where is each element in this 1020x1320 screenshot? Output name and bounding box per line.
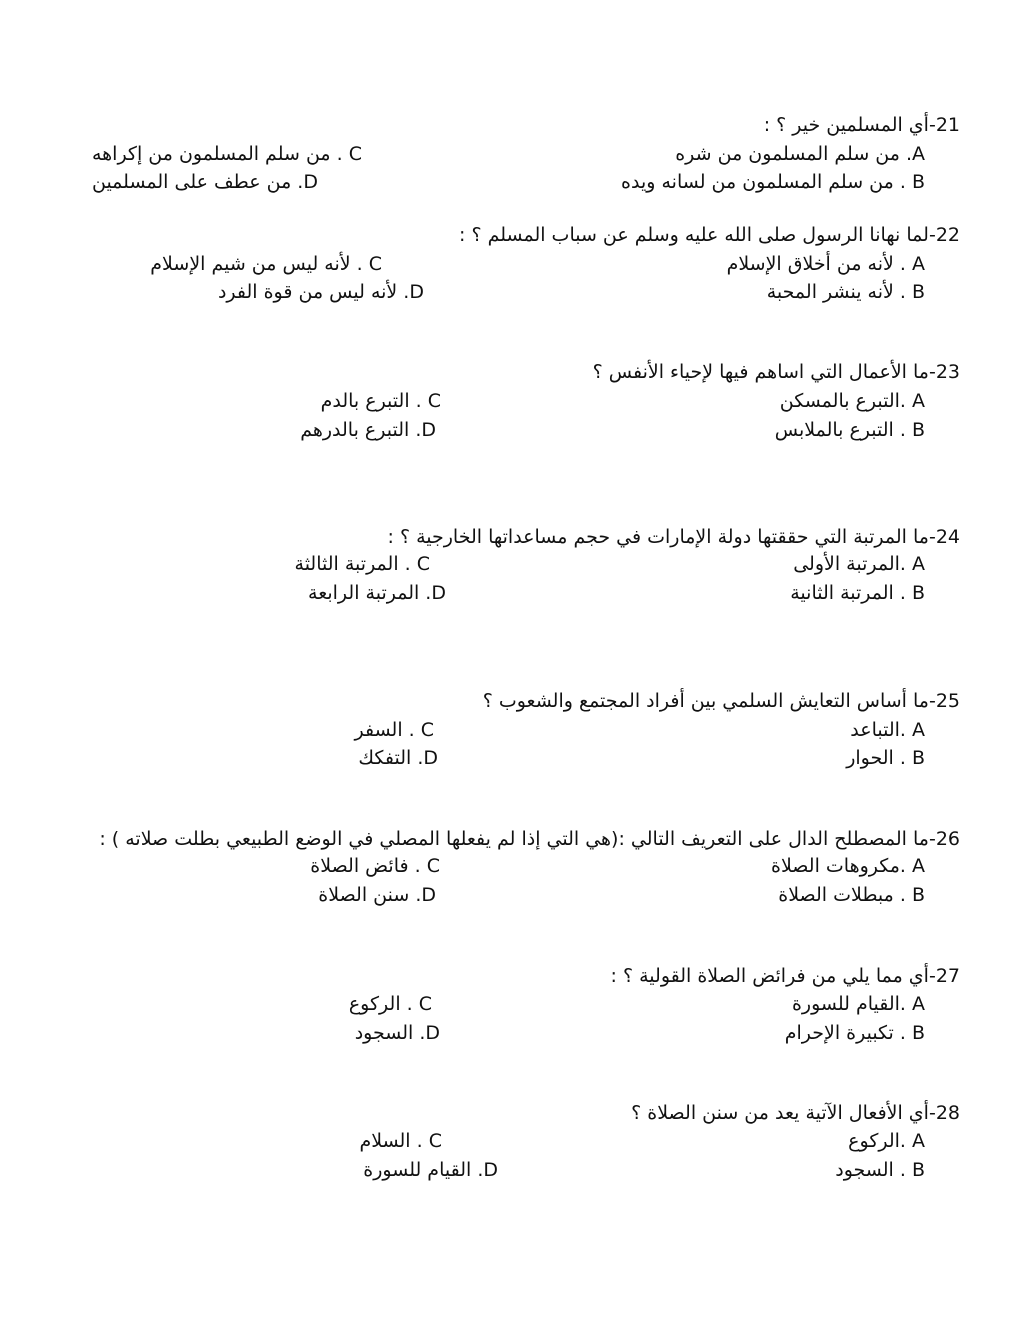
- question-21-option-c: C . من سلم المسلمون من إكراهه: [91, 143, 362, 165]
- question-26-option-c: C . فائض الصلاة: [310, 855, 440, 877]
- question-25-option-c: C . السفر: [354, 719, 434, 741]
- question-21-stem: 21-أي المسلمين خير ؟ :: [763, 114, 960, 136]
- question-26-option-d: D. سنن الصلاة: [318, 884, 436, 906]
- question-27-option-a: A .القيام للسورة: [791, 993, 925, 1015]
- question-22-option-b: B . لأنه ينشر المحبة: [766, 281, 925, 303]
- question-28-option-c: C . السلام: [359, 1130, 442, 1152]
- question-26-option-a: A .مكروهات الصلاة: [771, 855, 925, 877]
- question-25-option-a: A .التباعد: [850, 719, 925, 741]
- question-22-option-d: D. لأنه ليس من قوة الفرد: [217, 281, 424, 303]
- question-28-option-b: B . السجود: [835, 1159, 925, 1181]
- question-22-option-a: A . لأنه من أخلاق الإسلام: [726, 253, 925, 275]
- question-27-option-c: C . الركوع: [348, 993, 432, 1015]
- question-28-option-d: D. القيام للسورة: [363, 1159, 498, 1181]
- question-26-option-b: B . مبطلات الصلاة: [778, 884, 925, 906]
- question-23-option-a: A .التبرع بالمسكن: [779, 390, 925, 412]
- question-23-option-c: C . التبرع بالدم: [320, 390, 441, 412]
- question-24-option-c: C . المرتبة الثالثة: [294, 553, 430, 575]
- question-28-option-a: A .الركوع: [848, 1130, 925, 1152]
- question-23-stem: 23-ما الأعمال التي اساهم فيها لإحياء الأنفس ؟: [592, 361, 960, 383]
- question-27-option-b: B . تكبيرة الإحرام: [784, 1022, 925, 1044]
- question-23-option-d: D. التبرع بالدرهم: [300, 419, 436, 441]
- question-21-option-b: B . من سلم المسلمون من لسانه ويده: [621, 171, 925, 193]
- question-27-stem: 27-أي مما يلي من فرائض الصلاة القولية ؟ :: [610, 965, 960, 987]
- question-24-stem: 24-ما المرتبة التي حققتها دولة الإمارات في حجم مساعداتها الخارجية ؟ :: [387, 526, 960, 548]
- question-25-option-b: B . الحوار: [846, 747, 925, 769]
- question-23-option-b: B . التبرع بالملابس: [774, 419, 925, 441]
- question-28-stem: 28-أي الأفعال الآتية يعد من سنن الصلاة ؟: [631, 1102, 960, 1124]
- question-21-option-a: A. من سلم المسلمون من شره: [675, 143, 925, 165]
- question-21-option-d: D. من عطف على المسلمين: [91, 171, 318, 193]
- question-25-option-d: D. التفكك: [358, 747, 438, 769]
- question-27-option-d: D. السجود: [354, 1022, 440, 1044]
- question-25-stem: 25-ما أساس التعايش السلمي بين أفراد المجتمع والشعوب ؟: [482, 690, 960, 712]
- question-24-option-a: A .المرتبة الأولى: [793, 553, 925, 575]
- question-24-option-d: D. المرتبة الرابعة: [308, 582, 446, 604]
- question-22-option-c: C . لأنه ليس من شيم الإسلام: [150, 253, 382, 275]
- question-22-stem: 22-لما نهانا الرسول صلى الله عليه وسلم عن سباب المسلم ؟ :: [459, 224, 960, 246]
- question-24-option-b: B . المرتبة الثانية: [790, 582, 925, 604]
- question-26-stem: 26-ما المصطلح الدال على التعريف التالي :(هي التي إذا لم يفعلها المصلي في الوضع الطبيعي بطلت صلاته ) :: [99, 828, 960, 850]
